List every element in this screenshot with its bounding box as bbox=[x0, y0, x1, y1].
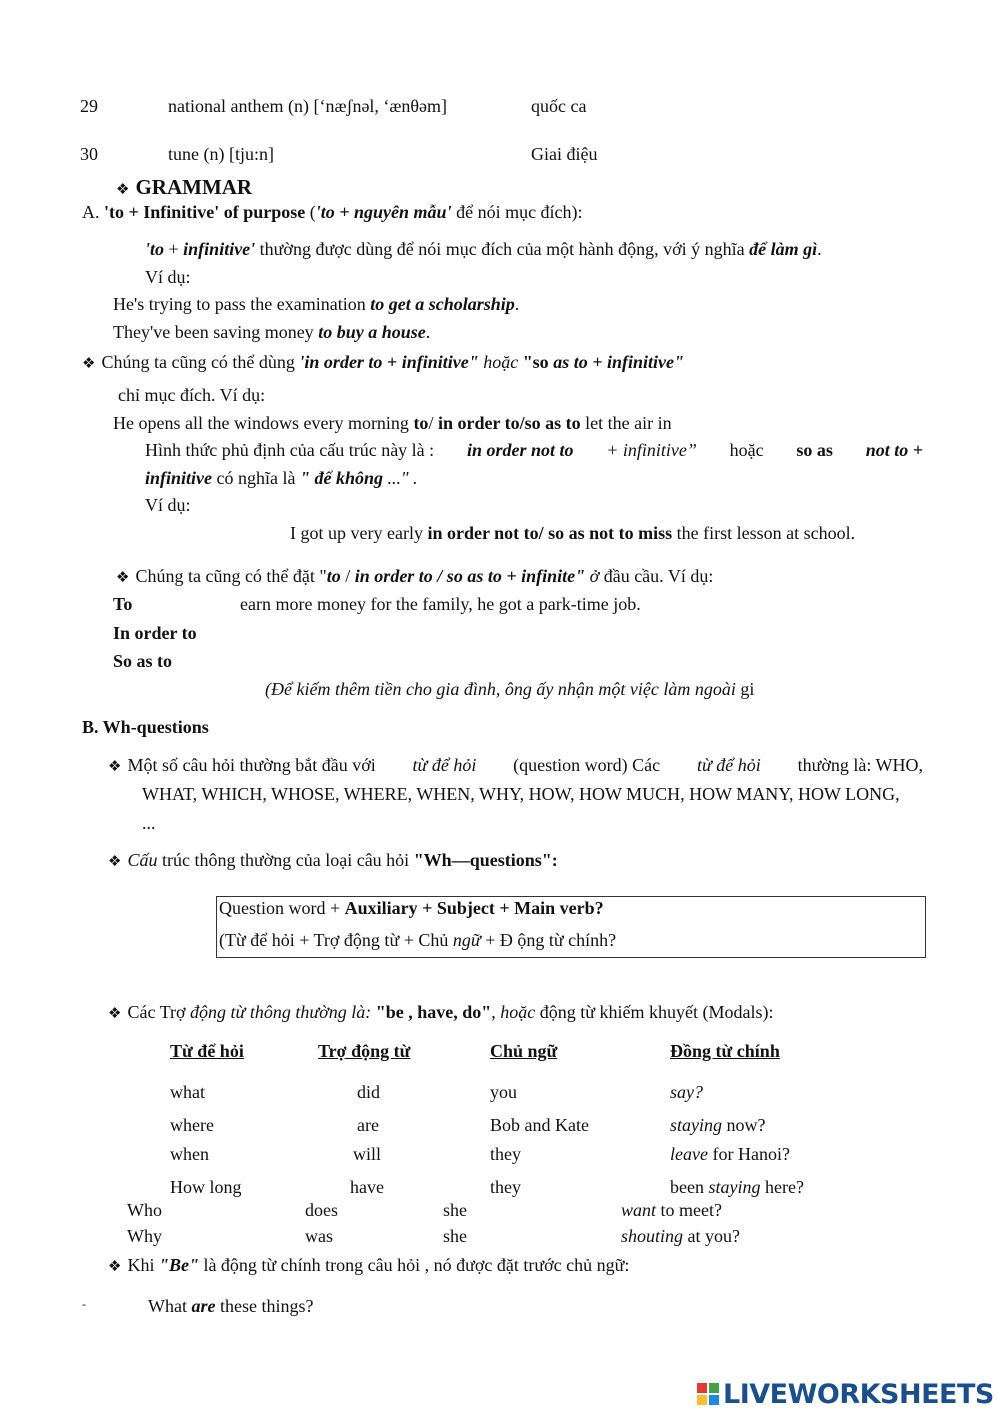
table-cell: shouting at you? bbox=[621, 1226, 740, 1246]
logo-squares-icon bbox=[697, 1383, 719, 1405]
wh-words-list: WHAT, WHICH, WHOSE, WHERE, WHEN, WHY, HOW, HOW MUCH, HOW MANY, HOW LONG, bbox=[142, 784, 900, 804]
bullet-diamond-icon: ❖ bbox=[116, 568, 130, 586]
table-cell: How long bbox=[170, 1177, 242, 1197]
vocab-term: tune (n) [tju:n] bbox=[168, 144, 274, 164]
wh-paragraph: ❖ Một số câu hỏi thường bắt đầu với từ để hỏi (question word) Các từ để hỏi thường là: WHO, bbox=[108, 755, 923, 775]
table-cell: when bbox=[170, 1144, 209, 1164]
table-header: Chủ ngữ bbox=[490, 1041, 558, 1061]
example-label: Ví dụ: bbox=[145, 267, 191, 287]
position-paragraph: ❖ Chúng ta cũng có thể đặt "to / in order to / so as to + infinite" ở đầu cầu. Ví dụ: bbox=[116, 566, 714, 586]
liveworksheets-logo bbox=[697, 1378, 994, 1410]
grammar-heading: ❖ GRAMMAR bbox=[116, 175, 253, 199]
section-a-title: A. 'to + Infinitive' of purpose ('to + nguyên mẫu' để nói mục đích): bbox=[82, 202, 583, 222]
table-cell: will bbox=[353, 1144, 382, 1164]
auxiliary-paragraph: ❖ Các Trợ động từ thông thường là: "be , have, do", hoặc động từ khiếm khuyết (Modals): bbox=[108, 1002, 774, 1022]
table-cell: did bbox=[357, 1082, 381, 1102]
vocab-number: 29 bbox=[80, 96, 98, 116]
table-cell: want to meet? bbox=[621, 1200, 722, 1220]
table-cell: she bbox=[443, 1226, 467, 1246]
table-header: Từ để hỏi bbox=[170, 1041, 244, 1061]
option-in-order-to: In order to bbox=[113, 623, 197, 643]
table-cell: are bbox=[357, 1115, 379, 1135]
vocab-number: 30 bbox=[80, 144, 98, 164]
bullet-diamond-icon: ❖ bbox=[82, 354, 96, 372]
definition-paragraph: 'to + infinitive' thường được dùng để nói mục đích của một hành động, với ý nghĩa để làm gì. bbox=[145, 239, 822, 259]
table-cell: Who bbox=[127, 1200, 162, 1220]
translation: (Để kiếm thêm tiền cho gia đình, ông ấy nhận một việc làm ngoài gi bbox=[265, 679, 755, 699]
structure-paragraph: ❖ Cấu trúc thông thường của loại câu hỏi "Wh—questions": bbox=[108, 850, 558, 870]
example-sentence: What are these things? bbox=[148, 1296, 314, 1316]
vocab-term: national anthem (n) [‘næʃnəl, ‘ænθəm] bbox=[168, 96, 448, 116]
bullet-diamond-icon: ❖ bbox=[108, 1004, 122, 1022]
bullet-diamond-icon: ❖ bbox=[108, 757, 122, 775]
option-to: To bbox=[113, 594, 133, 614]
table-cell: she bbox=[443, 1200, 467, 1220]
vocab-meaning: quốc ca bbox=[531, 96, 587, 116]
table-cell: they bbox=[490, 1144, 521, 1164]
example-sentence: earn more money for the family, he got a park-time job. bbox=[240, 594, 641, 614]
table-cell: Why bbox=[127, 1226, 162, 1246]
table-cell: where bbox=[170, 1115, 214, 1135]
also-paragraph: ❖ Chúng ta cũng có thể dùng 'in order to + infinitive" hoặc "so as to + infinitive" bbox=[82, 352, 684, 372]
table-header: Trợ động từ bbox=[318, 1041, 411, 1061]
negative-form-cont: infinitive có nghĩa là " để không ..." . bbox=[145, 468, 418, 488]
negative-form: Hình thức phủ định của cấu trúc này là : in order not to + infinitive” hoặc so as not to + bbox=[145, 440, 923, 460]
structure-formula: Question word + Auxiliary + Subject + Main verb? bbox=[219, 898, 604, 918]
vocab-meaning: Giai điệu bbox=[531, 144, 598, 164]
bullet-diamond-icon: ❖ bbox=[116, 180, 130, 198]
table-cell: been staying here? bbox=[670, 1177, 804, 1197]
example-label: Ví dụ: bbox=[145, 495, 191, 515]
also-paragraph-cont: chỉ mục đích. Ví dụ: bbox=[118, 385, 266, 405]
example-sentence: He opens all the windows every morning to/ in order to/so as to let the air in bbox=[113, 413, 672, 433]
table-cell: Bob and Kate bbox=[490, 1115, 589, 1135]
bullet-diamond-icon: ❖ bbox=[108, 852, 122, 870]
bullet-diamond-icon: ❖ bbox=[108, 1257, 122, 1275]
example-sentence: They've been saving money to buy a house. bbox=[113, 322, 431, 342]
table-cell: they bbox=[490, 1177, 521, 1197]
table-cell: what bbox=[170, 1082, 205, 1102]
table-cell: does bbox=[305, 1200, 338, 1220]
example-sentence: I got up very early in order not to/ so as not to miss the first lesson at school. bbox=[290, 523, 856, 543]
table-cell: was bbox=[305, 1226, 333, 1246]
structure-translation: (Từ để hỏi + Trợ động từ + Chủ ngữ + Đ ộng từ chính? bbox=[219, 930, 617, 950]
be-paragraph: ❖ Khi "Be" là động từ chính trong câu hỏi , nó được đặt trước chủ ngữ: bbox=[108, 1255, 630, 1275]
logo-text: LIVEWORKSHEETS bbox=[723, 1378, 994, 1410]
table-cell: say? bbox=[670, 1082, 703, 1102]
table-cell: leave for Hanoi? bbox=[670, 1144, 790, 1164]
ellipsis: ... bbox=[142, 813, 156, 833]
dash-bullet: - bbox=[82, 1297, 86, 1311]
table-header: Đồng từ chính bbox=[670, 1041, 780, 1061]
section-b-title: B. Wh-questions bbox=[82, 717, 209, 737]
table-cell: staying now? bbox=[670, 1115, 766, 1135]
example-sentence: He's trying to pass the examination to get a scholarship. bbox=[113, 294, 520, 314]
option-so-as-to: So as to bbox=[113, 651, 173, 671]
table-cell: have bbox=[350, 1177, 384, 1197]
table-cell: you bbox=[490, 1082, 517, 1102]
